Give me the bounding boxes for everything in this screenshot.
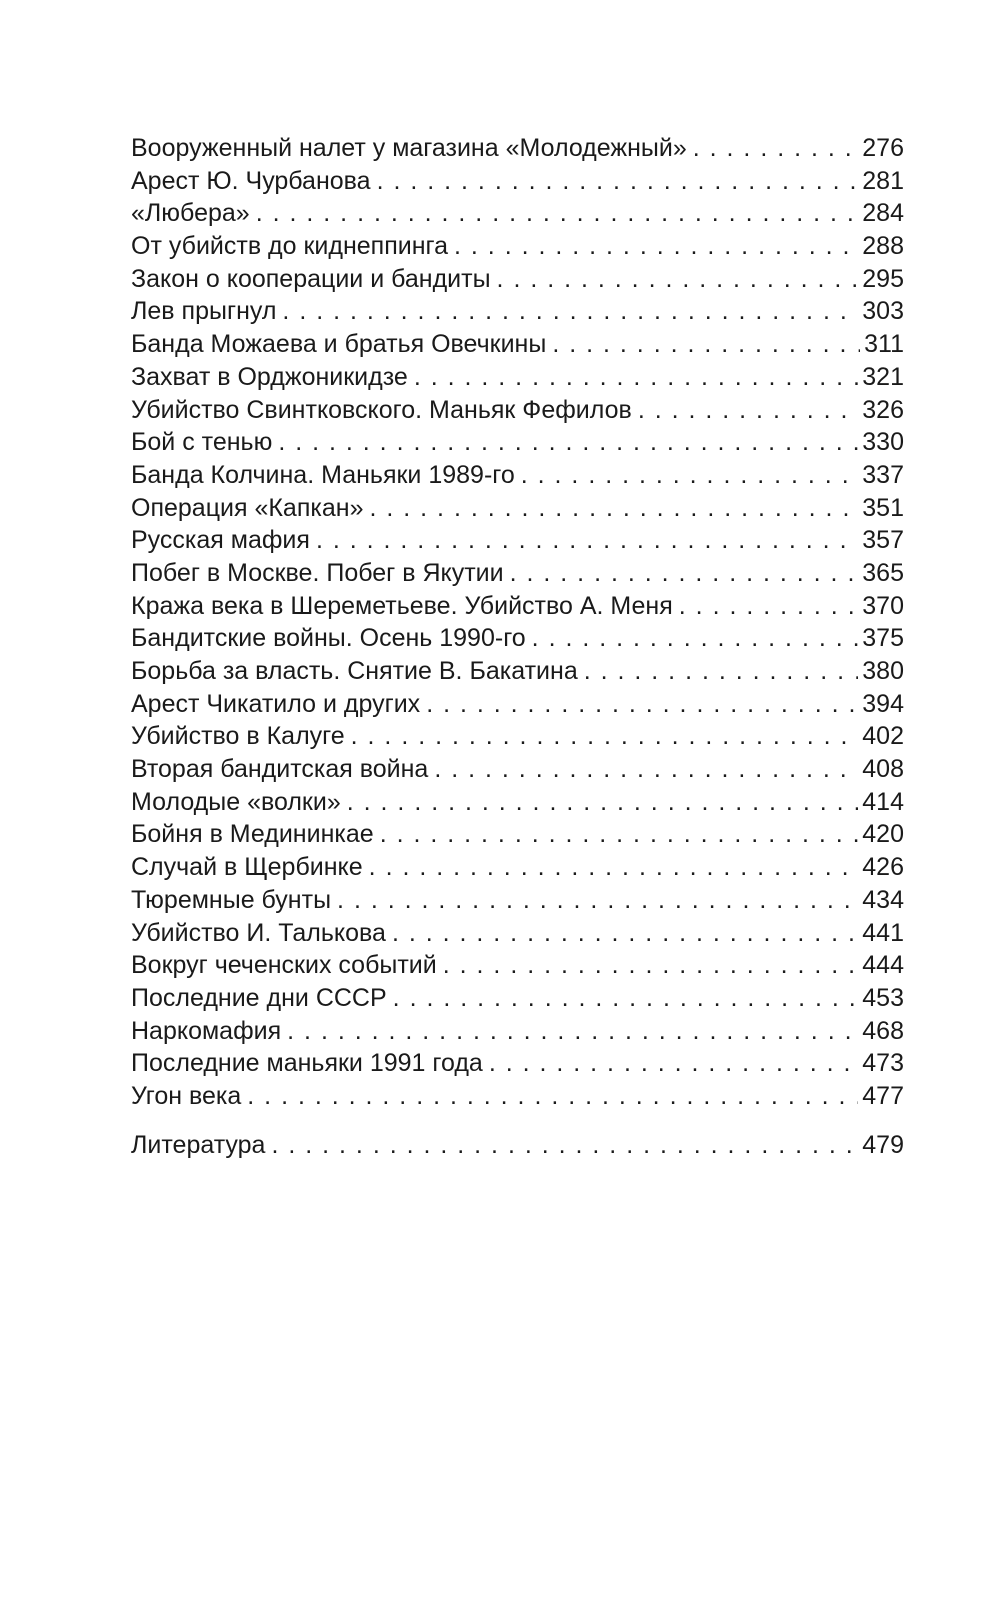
toc-entry (131, 165, 904, 198)
toc-entry (131, 426, 904, 459)
toc-dot-leader (393, 982, 859, 1015)
toc-entry (131, 394, 904, 427)
toc-entry (131, 1080, 904, 1113)
toc-entry-page: 288 (862, 232, 904, 261)
toc-entry-page: 351 (862, 493, 904, 522)
toc-entry-page: 380 (862, 657, 904, 685)
toc-entry-title: Убийство Свинтковского. Маньяк Фефилов (131, 395, 632, 424)
toc-dot-leader (552, 328, 860, 361)
toc-entry-page: 281 (862, 166, 904, 195)
toc-entry-page: 326 (862, 395, 904, 424)
toc-entry-title: Банда Колчина. Маньяки 1989-го (131, 460, 515, 489)
toc-entry-title: «Любера» (131, 199, 250, 228)
toc-entry-page: 408 (862, 755, 904, 784)
toc-entry-title: Борьба за власть. Снятие В. Бакатина (131, 657, 578, 685)
toc-entry-title: От убийств до киднеппинга (131, 232, 449, 261)
toc-entry-page: 420 (862, 820, 904, 849)
toc-dot-leader (497, 263, 859, 296)
toc-entry (131, 622, 904, 655)
toc-entry (131, 818, 904, 851)
toc-entry (131, 786, 904, 819)
toc-entry-page: 330 (862, 428, 904, 457)
toc-entry-title: Литература (131, 1130, 266, 1159)
toc-entry-page: 402 (862, 722, 904, 751)
toc-dot-leader (337, 884, 858, 917)
toc-entry (131, 492, 904, 525)
toc-entry (131, 688, 904, 721)
toc-entry-literature (131, 1129, 904, 1162)
toc-entry (131, 1047, 904, 1080)
toc-entry-page: 311 (864, 330, 904, 359)
toc-entry-title: Банда Можаева и братья Овечкины (131, 330, 547, 359)
toc-entry (131, 884, 904, 917)
toc-entry (131, 524, 904, 557)
toc-entry-title: Случай в Щербинке (131, 853, 363, 882)
toc-entry-page: 468 (862, 1016, 904, 1045)
toc-entry-page: 394 (862, 689, 904, 718)
toc-entry-page: 276 (862, 134, 904, 162)
toc-entry-title: Бандитские войны. Осень 1990-го (131, 624, 526, 653)
toc-entry (131, 590, 904, 623)
toc-entry-title: Вторая бандитская война (131, 755, 429, 784)
toc-dot-leader (347, 786, 859, 819)
toc-dot-leader (426, 688, 858, 721)
toc-entry (131, 557, 904, 590)
toc-entry (131, 720, 904, 753)
toc-entry-page: 453 (862, 983, 904, 1012)
toc-entry-title: Угон века (131, 1081, 242, 1110)
toc-entry-page: 414 (862, 787, 904, 816)
toc-dot-leader (316, 524, 858, 557)
toc-entry-title: Операция «Капкан» (131, 493, 364, 522)
toc-entry-page: 295 (862, 264, 904, 293)
toc-entry-title: Кража века в Шереметьеве. Убийство А. Меня (131, 591, 673, 620)
toc-dot-leader (679, 590, 859, 623)
toc-dot-leader (392, 917, 858, 950)
toc-entry (131, 655, 904, 688)
toc-entry-page: 337 (862, 460, 904, 489)
toc-entry-title: Наркомафия (131, 1016, 282, 1045)
toc-entry-title: Последние маньяки 1991 года (131, 1049, 483, 1078)
toc-dot-leader (369, 851, 859, 884)
toc-entry (131, 132, 904, 165)
toc-entry-title: Тюремные бунты (131, 885, 332, 914)
toc-dot-leader (377, 165, 859, 198)
toc-entry-title: Последние дни СССР (131, 983, 387, 1012)
toc-dot-leader (256, 197, 859, 230)
toc-entry-page: 321 (862, 362, 904, 391)
toc-entry (131, 982, 904, 1015)
toc-entry-title: Захват в Орджоникидзе (131, 362, 408, 391)
toc-entry-page: 441 (862, 918, 904, 947)
toc-entry-page: 444 (862, 951, 904, 980)
toc-entry (131, 1015, 904, 1048)
toc-dot-leader (414, 361, 858, 394)
toc-entry (131, 295, 904, 328)
toc-entry (131, 459, 904, 492)
toc-dot-leader (351, 720, 859, 753)
toc-entry-page: 365 (862, 558, 904, 587)
toc-entry (131, 949, 904, 982)
toc-entry-page: 375 (862, 624, 904, 653)
toc-entry (131, 230, 904, 263)
toc-entry-page: 473 (862, 1049, 904, 1078)
toc-entry (131, 197, 904, 230)
toc-dot-leader (638, 394, 858, 427)
toc-entry-page: 370 (862, 591, 904, 620)
toc-dot-leader (584, 655, 859, 688)
toc-entry-title: Арест Ю. Чурбанова (131, 166, 371, 195)
toc-entry (131, 851, 904, 884)
toc-entry-title: Русская мафия (131, 526, 310, 555)
toc-dot-leader (489, 1047, 858, 1080)
toc-dot-leader (510, 557, 859, 590)
toc-entry (131, 917, 904, 950)
toc-entry-page: 284 (862, 199, 904, 228)
toc-entry-title: Лев прыгнул (131, 297, 277, 326)
toc-dot-leader (693, 132, 859, 165)
toc-dot-leader (271, 1129, 858, 1162)
toc-entry (131, 753, 904, 786)
toc-entry-title: Закон о кооперации и бандиты (131, 264, 491, 293)
toc-entry-page: 303 (862, 297, 904, 326)
toc-entry-page: 426 (862, 853, 904, 882)
toc-dot-leader (454, 230, 858, 263)
toc-entry-page: 434 (862, 885, 904, 914)
toc-entry-page: 477 (862, 1081, 904, 1110)
toc-entry-title: Арест Чикатило и других (131, 689, 421, 718)
toc-entry-title: Молодые «волки» (131, 787, 341, 816)
toc-dot-leader (521, 459, 859, 492)
toc-dot-leader (287, 1015, 858, 1048)
toc-dot-leader (247, 1080, 858, 1113)
toc-entry (131, 361, 904, 394)
table-of-contents (131, 132, 904, 1161)
toc-entry (131, 263, 904, 296)
toc-dot-leader (369, 492, 858, 525)
toc-entry-title: Вооруженный налет у магазина «Молодежный» (131, 134, 687, 162)
toc-entry (131, 328, 904, 361)
toc-dot-leader (443, 949, 859, 982)
toc-entry-title: Убийство в Калуге (131, 722, 345, 751)
toc-dot-leader (532, 622, 859, 655)
toc-dot-leader (278, 426, 858, 459)
toc-entry-page: 479 (862, 1130, 904, 1159)
toc-entry-title: Убийство И. Талькова (131, 918, 386, 947)
toc-entry-title: Бойня в Медининкае (131, 820, 374, 849)
toc-dot-leader (380, 818, 859, 851)
toc-entry-page: 357 (862, 526, 904, 555)
toc-entry-title: Бой с тенью (131, 428, 273, 457)
toc-entry-title: Побег в Москве. Побег в Якутии (131, 558, 504, 587)
toc-entry-title: Вокруг чеченских событий (131, 951, 437, 980)
toc-dot-leader (434, 753, 858, 786)
toc-dot-leader (282, 295, 858, 328)
